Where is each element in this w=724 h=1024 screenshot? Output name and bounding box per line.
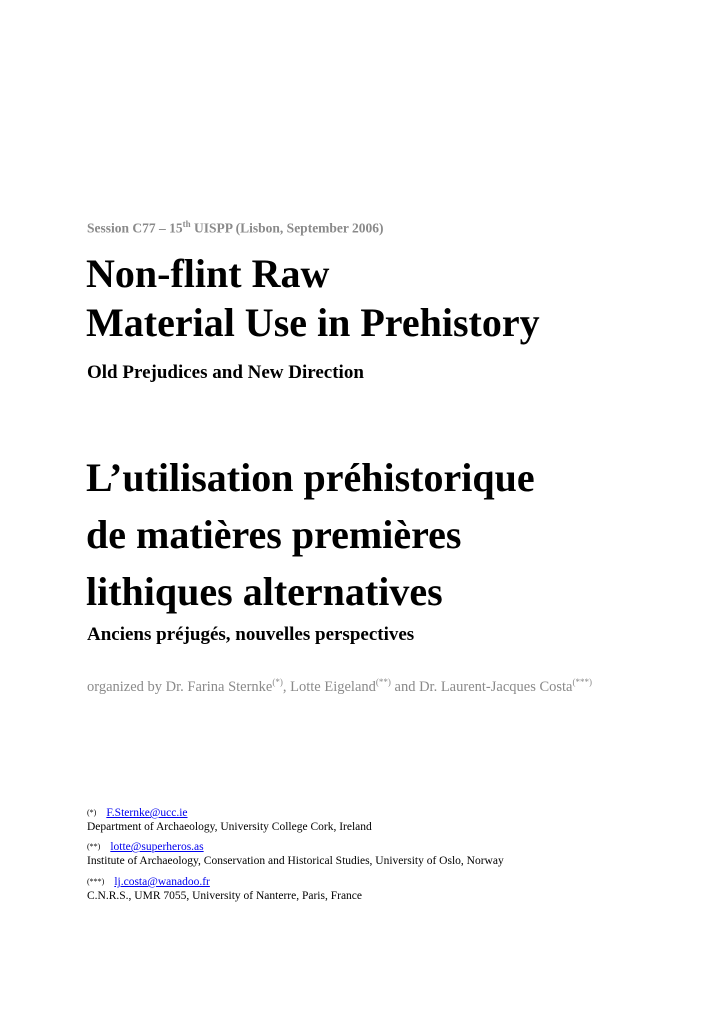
organizer-name-3: and Dr. Laurent-Jacques Costa — [390, 678, 573, 695]
french-title-line-1: L’utilisation préhistorique — [86, 455, 535, 500]
email-link-eigeland[interactable]: lotte@superheros.as — [110, 841, 204, 853]
session-info — [87, 219, 384, 237]
organizer-mark-2: (**) — [375, 677, 391, 687]
footnote-marker: (***) — [87, 877, 105, 886]
email-link-sternke[interactable]: F.Sternke@ucc.ie — [106, 807, 188, 819]
french-title-line-2: de matières premières — [86, 512, 462, 557]
footnote-1 — [87, 806, 372, 834]
footnote-marker: (*) — [87, 808, 97, 817]
footnote-affiliation: Institute of Archaeology, Conservation and Historical Studies, University of Oslo, Norway — [87, 855, 504, 867]
french-subtitle: Anciens préjugés, nouvelles perspectives — [87, 624, 415, 645]
email-link-costa[interactable]: lj.costa@wanadoo.fr — [114, 876, 210, 888]
french-title — [86, 449, 535, 620]
footnote-affiliation: C.N.R.S., UMR 7055, University of Nanterre, Paris, France — [87, 890, 363, 902]
session-prefix: Session C77 – 15 — [87, 220, 183, 236]
english-title-line-1: Non-flint Raw — [86, 251, 330, 296]
footnote-affiliation: Department of Archaeology, University College Cork, Ireland — [87, 821, 372, 833]
organizers-line — [87, 677, 592, 696]
session-suffix: UISPP (Lisbon, September 2006) — [190, 220, 384, 236]
french-title-line-3: lithiques alternatives — [86, 569, 443, 614]
footnote-3 — [87, 875, 362, 903]
organizer-mark-1: (*) — [272, 677, 283, 687]
organizer-mark-3: (***) — [572, 677, 592, 687]
english-subtitle: Old Prejudices and New Direction — [87, 362, 364, 383]
english-title — [86, 249, 540, 347]
organizer-name-2: , Lotte Eigeland — [282, 678, 376, 695]
footnote-2 — [87, 840, 504, 868]
session-ordinal-suffix: th — [182, 219, 191, 229]
english-title-line-2: Material Use in Prehistory — [86, 300, 540, 345]
organizer-intro: organized by Dr. Farina Sternke — [87, 678, 273, 695]
footnote-marker: (**) — [87, 842, 101, 851]
